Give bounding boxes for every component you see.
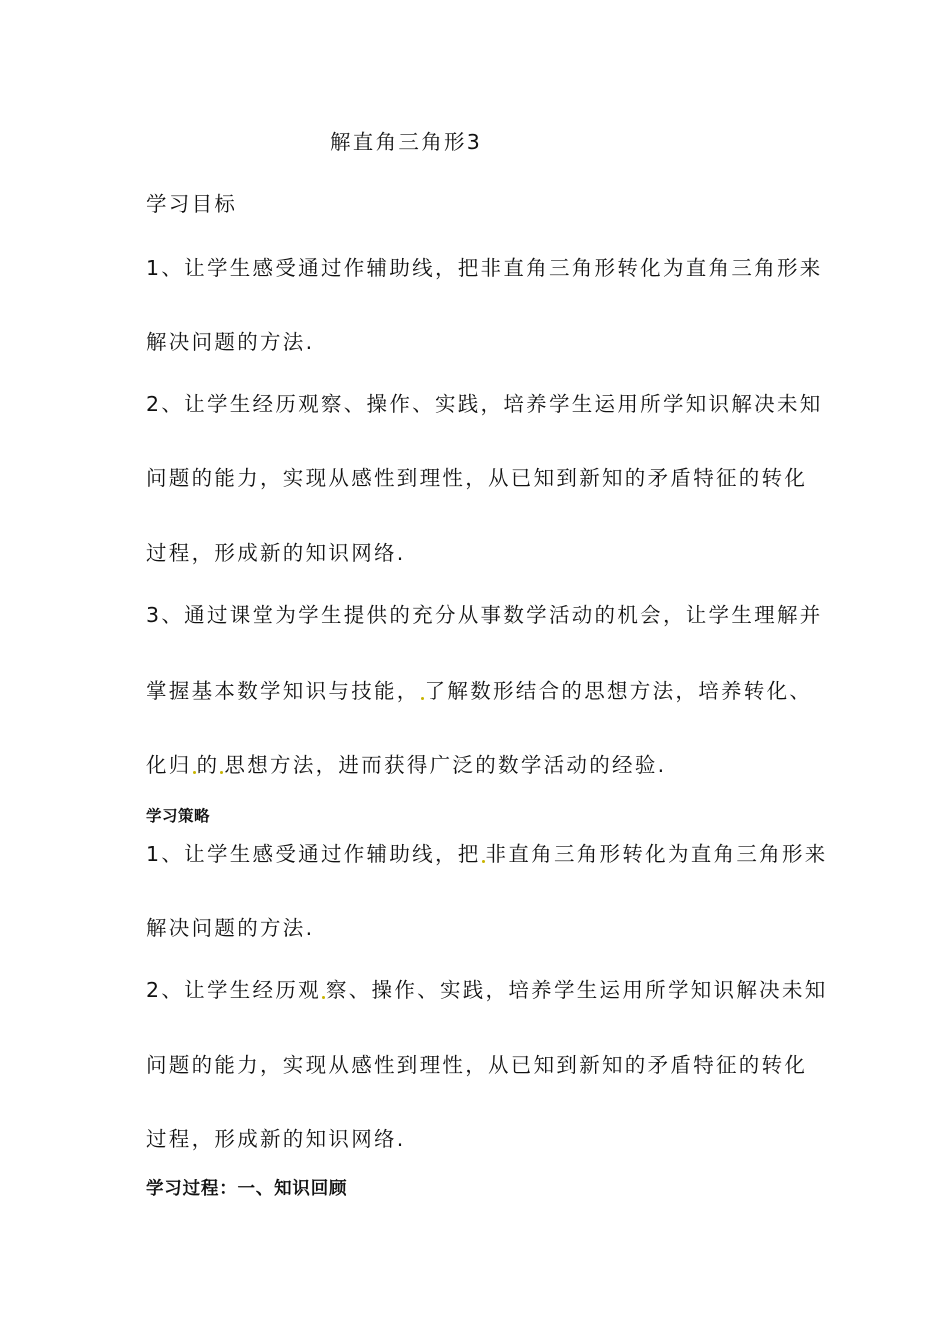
page-title: 解直角三角形3 [330,130,483,154]
goals-line-8c: 思想方法，进而获得广泛的数学活动的经验. [224,753,667,777]
mark-dot [322,996,325,999]
mark-dot [220,771,223,774]
goals-heading: 学习目标 [146,192,238,216]
goals-line-7 [146,677,812,705]
strategy-line-3b: 察、操作、实践，培养学生运用所学知识解决未知 [325,978,828,1002]
mark-dot [421,697,424,700]
goals-line-2: 解决问题的方法. [146,330,315,354]
goals-line-3: 2、让学生经历观察、操作、实践，培养学生运用所学知识解决未知 [146,392,823,416]
goals-line-7a: 掌握基本数学知识与技能， [146,679,420,703]
goals-line-8b: 的 [196,753,220,777]
strategy-line-3a: 2、让学生经历观 [146,978,321,1002]
goals-line-8 [146,751,666,779]
mark-dot [482,860,485,863]
mark-dot [193,771,196,774]
goals-line-4: 问题的能力，实现从感性到理性，从已知到新知的矛盾特征的转化 [146,466,808,490]
strategy-line-5: 过程，形成新的知识网络. [146,1127,406,1151]
goals-line-7b: 了解数形结合的思想方法，培养转化、 [424,679,813,703]
strategy-line-1a: 1、让学生感受通过作辅助线，把 [146,842,481,866]
strategy-line-2: 解决问题的方法. [146,916,315,940]
strategy-line-3 [146,976,828,1004]
goals-line-5: 过程，形成新的知识网络. [146,541,406,565]
goals-line-8a: 化归 [146,753,192,777]
goals-line-1: 1、让学生感受通过作辅助线，把非直角三角形转化为直角三角形来 [146,256,823,280]
strategy-line-1b: 非直角三角形转化为直角三角形来 [485,842,828,866]
strategy-line-1 [146,840,828,868]
process-heading: 学习过程：一、知识回顾 [146,1179,348,1199]
strategy-heading: 学习策略 [146,807,211,825]
strategy-line-4: 问题的能力，实现从感性到理性，从已知到新知的矛盾特征的转化 [146,1053,808,1077]
goals-line-6: 3、通过课堂为学生提供的充分从事数学活动的机会，让学生理解并 [146,603,823,627]
